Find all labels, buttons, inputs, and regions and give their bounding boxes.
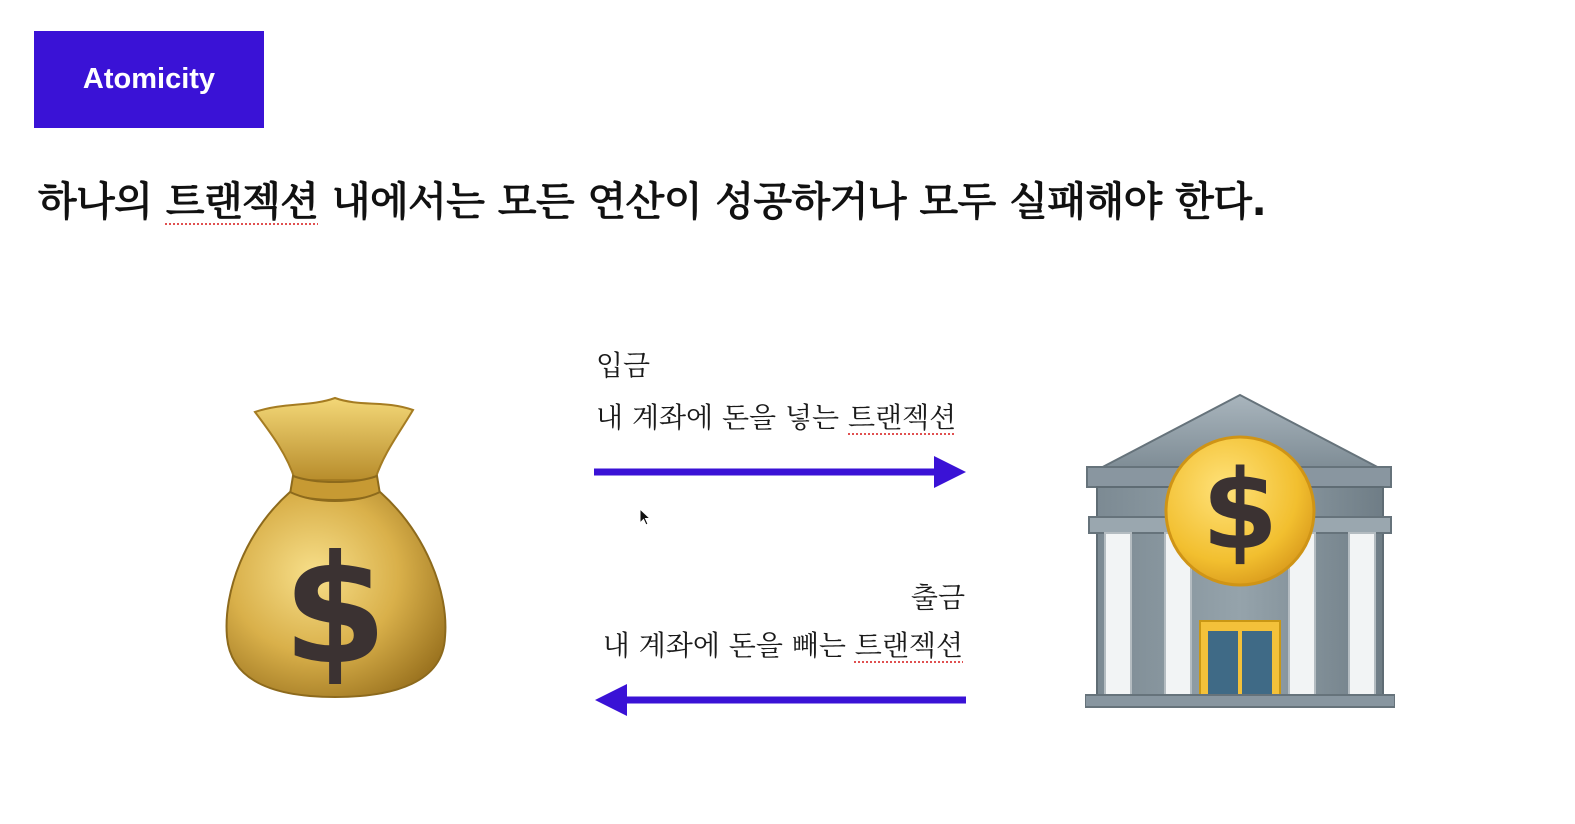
withdraw-title: 출금 <box>910 581 965 614</box>
badge-label: Atomicity <box>82 63 216 95</box>
deposit-description <box>596 396 956 436</box>
headline-term: 트랜젝션 <box>165 179 319 225</box>
coin-dollar-sign: $ <box>1201 446 1279 574</box>
money-bag-icon <box>215 392 455 702</box>
slide-headline <box>38 170 1266 227</box>
dollar-sign: $ <box>282 524 388 698</box>
withdraw-description <box>603 624 963 664</box>
deposit-desc-term: 트랜젝션 <box>848 401 957 434</box>
withdraw-desc-prefix: 내 계좌에 돈을 빼는 <box>602 629 855 662</box>
headline-prefix: 하나의 <box>38 179 166 225</box>
deposit-title: 입금 <box>596 349 651 382</box>
bank-icon <box>1085 393 1395 708</box>
withdraw-desc-term: 트랜젝션 <box>854 629 963 662</box>
deposit-arrow <box>594 455 969 491</box>
atomicity-badge <box>34 31 264 128</box>
deposit-desc-prefix: 내 계좌에 돈을 넣는 <box>596 401 848 434</box>
mouse-cursor-icon <box>639 508 653 528</box>
withdraw-arrow <box>594 683 969 719</box>
headline-suffix: 내에서는 모든 연산이 성공하거나 모두 실패해야 한다. <box>318 179 1267 225</box>
